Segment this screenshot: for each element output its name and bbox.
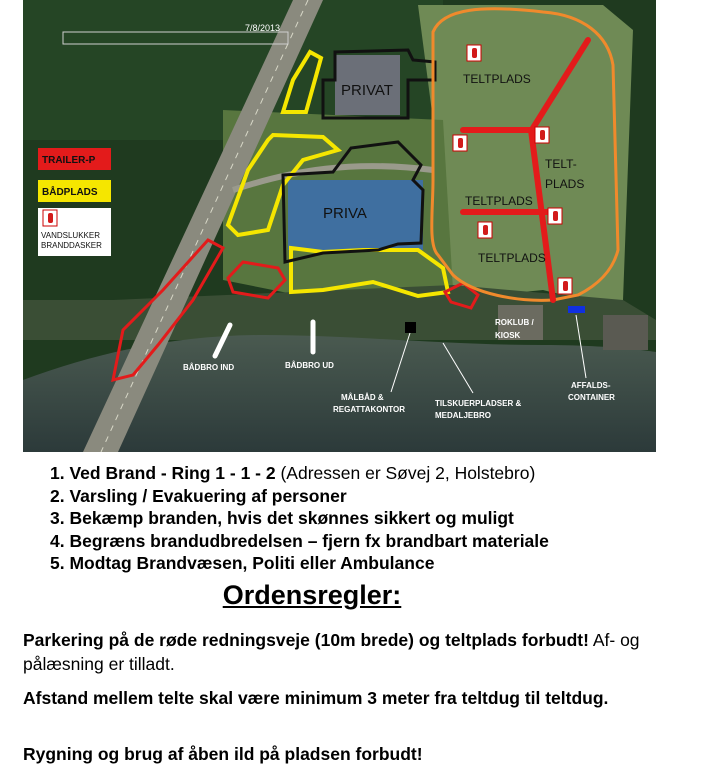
legend-boat-label: BÅDPLADS bbox=[42, 187, 98, 198]
rule-parking: Parkering på de røde redningsveje (10m brede) og teltplads forbudt! Af- og pålæsning er tilladt. bbox=[23, 630, 640, 674]
label-teltplads: TELTPLADS bbox=[478, 251, 546, 265]
label-badbro-ud: BÅDBRO UD bbox=[285, 361, 334, 370]
waste-container-marker bbox=[568, 306, 585, 313]
label-roklub: ROKLUB / bbox=[495, 318, 534, 327]
site-map bbox=[23, 0, 656, 452]
label-affald: CONTAINER bbox=[568, 393, 615, 402]
building-right bbox=[603, 315, 648, 350]
finish-boat-marker bbox=[405, 322, 416, 333]
date-stamp: 7/8/2013 bbox=[245, 23, 281, 33]
fire-extinguisher-icon bbox=[453, 135, 467, 151]
fire-extinguisher-icon bbox=[548, 208, 562, 224]
label-malbaad: REGATTAKONTOR bbox=[333, 405, 405, 414]
label-tilskuer: MEDALJEBRO bbox=[435, 411, 492, 420]
rules-title: Ordensregler: bbox=[222, 580, 402, 610]
rule-no-smoking: Rygning og brug af åben ild på pladsen forbudt! bbox=[23, 744, 423, 764]
label-badbro-ind: BÅDBRO IND bbox=[183, 363, 235, 372]
fire-extinguisher-icon bbox=[535, 127, 549, 143]
label-privat-top: PRIVAT bbox=[341, 82, 393, 99]
label-telt-plads: TELT- bbox=[545, 157, 577, 171]
label-privat-mid: PRIVA bbox=[323, 205, 367, 222]
emergency-step: 5. Modtag Brandvæsen, Politi eller Ambulance bbox=[50, 553, 435, 573]
label-malbaad: MÅLBÅD & bbox=[341, 393, 384, 402]
fire-extinguisher-icon bbox=[43, 210, 57, 226]
fire-extinguisher-icon bbox=[558, 278, 572, 294]
label-teltplads: TELTPLADS bbox=[465, 194, 533, 208]
emergency-steps bbox=[50, 462, 690, 575]
legend-trailer-label: TRAILER-P bbox=[42, 155, 96, 166]
emergency-step: 4. Begræns brandudbredelsen – fjern fx brandbart materiale bbox=[50, 530, 549, 551]
legend-extinguisher-label: BRANDDASKER bbox=[41, 241, 102, 250]
label-teltplads: TELTPLADS bbox=[463, 72, 531, 86]
label-telt-plads: PLADS bbox=[545, 177, 585, 191]
label-tilskuer: TILSKUERPLADSER & bbox=[435, 399, 522, 408]
emergency-step: 3. Bekæmp branden, hvis det skønnes sikkert og muligt bbox=[50, 508, 514, 528]
fire-extinguisher-icon bbox=[467, 45, 481, 61]
legend-extinguisher-label: VANDSLUKKER bbox=[41, 231, 100, 240]
rule-tent-distance: Afstand mellem telte skal være minimum 3 meter fra teltdug til teltdug. bbox=[23, 688, 609, 708]
emergency-step: 1. Ved Brand - Ring 1 - 1 - 2 (Adressen er Søvej 2, Holstebro) bbox=[50, 463, 536, 483]
emergency-step: 2. Varsling / Evakuering af personer bbox=[50, 485, 347, 506]
fire-extinguisher-icon bbox=[478, 222, 492, 238]
label-affald: AFFALDS- bbox=[571, 381, 611, 390]
label-roklub: KIOSK bbox=[495, 331, 521, 340]
